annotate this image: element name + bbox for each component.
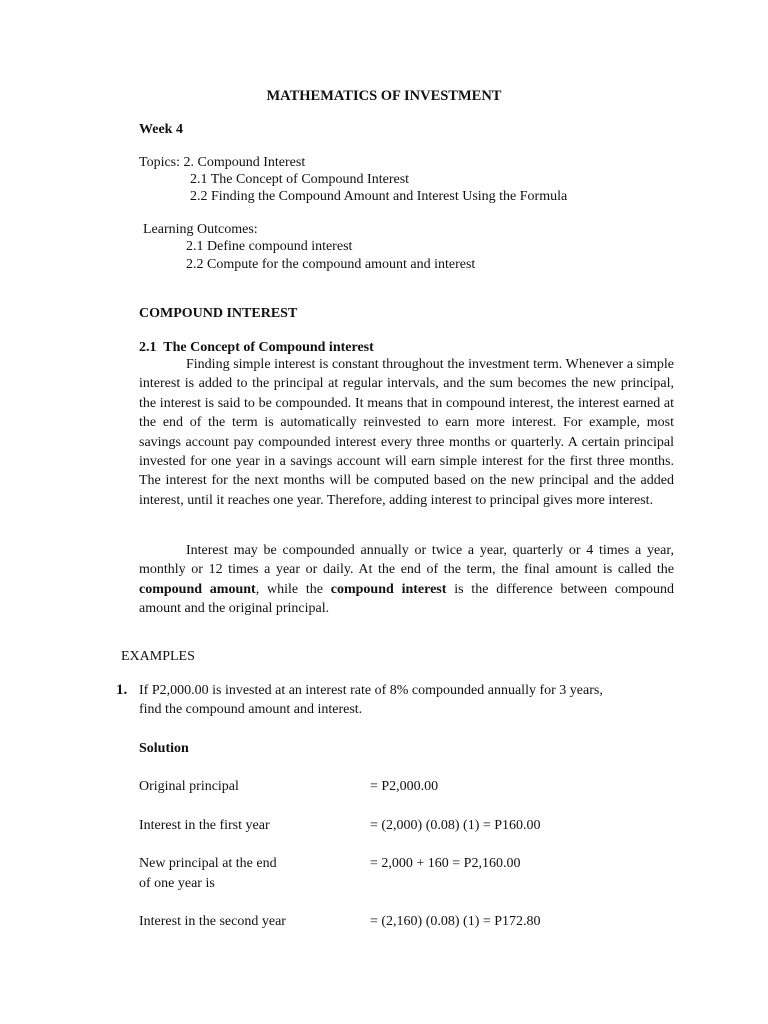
week-label: Week 4: [139, 122, 183, 137]
learning-outcome-item: 2.2 Compute for the compound amount and interest: [186, 257, 476, 272]
solution-row-value: = (2,000) (0.08) (1) = P160.00: [370, 818, 541, 833]
solution-row-value: = P2,000.00: [370, 779, 439, 794]
paragraph-text: Finding simple interest is constant throughout the investment term. Whenever a simple interest is added to the principal at regular intervals, and the sum becomes the new principal, the interest is said to be compounded. It means that in compound interest, the interest earned at the end of the term is automatically reinvested to earn more interest. For example, most savings account pay compounded interest every three months or quarterly. A certain principal invested for one year in a savings account will earn simple interest for the first three months. The interest for the next months will be computed based on the new principal and the added interest, until it reaches one year. Therefore, adding interest to principal gives more interest.: [139, 357, 674, 508]
learning-outcome-item: 2.1 Define compound interest: [186, 239, 353, 254]
solution-row-label-continued: of one year is: [139, 876, 215, 891]
solution-row-label: Interest in the first year: [139, 818, 270, 833]
paragraph-text: is the difference between compound amount and the original principal.: [139, 581, 674, 617]
paragraph-compound-amount: [139, 541, 674, 619]
term-compound-interest: compound interest: [330, 581, 447, 597]
subsection-heading: 2.1 The Concept of Compound interest: [139, 340, 374, 355]
paragraph-concept: [139, 355, 674, 510]
solution-row-label: Original principal: [139, 779, 239, 794]
topics-main: Topics: 2. Compound Interest: [139, 155, 306, 170]
example-number: 1.: [116, 682, 128, 698]
paragraph-text: Interest may be compounded annually or twice a year, quarterly or 4 times a year, monthly or 12 times a year or daily. At the end of the term, the final amount is called the: [139, 543, 674, 578]
solution-row-value: = (2,160) (0.08) (1) = P172.80: [370, 914, 541, 929]
topic-item: 2.1 The Concept of Compound Interest: [190, 172, 410, 187]
section-heading: COMPOUND INTEREST: [139, 306, 298, 321]
learning-outcomes-heading: Learning Outcomes:: [143, 222, 258, 237]
document-title: MATHEMATICS OF INVESTMENT: [266, 88, 502, 104]
example-text-line: If P2,000.00 is invested at an interest rate of 8% compounded annually for 3 years,: [139, 683, 603, 698]
solution-row-label: New principal at the end: [139, 856, 277, 871]
paragraph-text: , while the: [255, 581, 331, 597]
solution-heading: Solution: [139, 741, 189, 756]
topic-item: 2.2 Finding the Compound Amount and Interest Using the Formula: [190, 189, 568, 204]
solution-row-value: = 2,000 + 160 = P2,160.00: [370, 856, 521, 871]
term-compound-amount: compound amount: [139, 581, 256, 597]
solution-row-label: Interest in the second year: [139, 914, 286, 929]
examples-heading: EXAMPLES: [121, 649, 195, 664]
example-text-line: find the compound amount and interest.: [139, 702, 363, 717]
